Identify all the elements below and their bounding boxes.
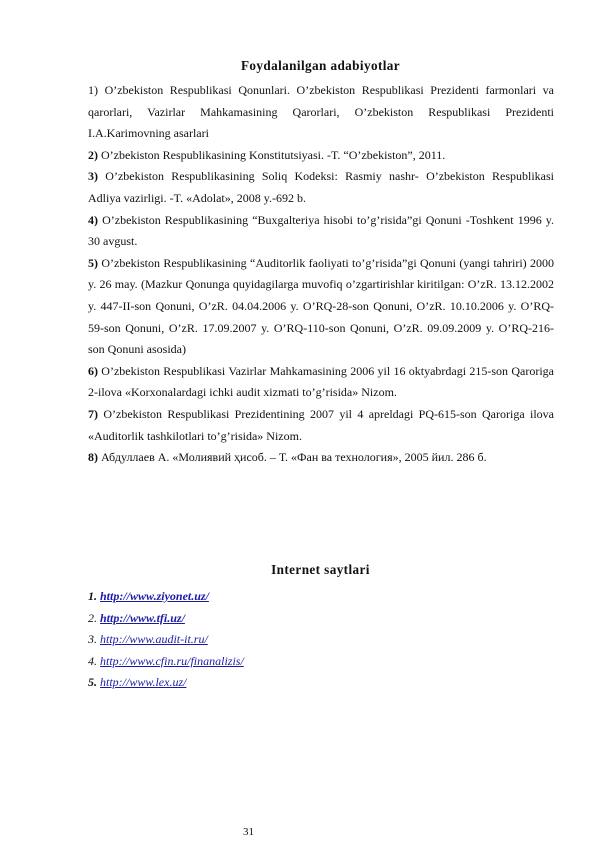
site-link[interactable]: http://www.ziyonet.uz/ xyxy=(100,589,209,603)
site-number: 2. xyxy=(88,610,97,625)
site-item xyxy=(88,608,554,630)
reference-item xyxy=(88,447,554,469)
reference-item xyxy=(88,145,554,167)
reference-text: O’zbekiston Respublikasining “Auditorlik faoliyati to’g’risida”gi Qonuni (yangi tahriri) 2000 y. 26 may. (Mazkur Qonunga quyidagilarga muvofiq o’zgartirishlar kiritilgan: O’zR. 13.12.2002 y. 447-II-son Qonuni, O’zR. 04.04.2006 y. O’RQ-28-son Qonuni, O’zR. 10.10.2006 y. O’RQ-59-son Qonuni, O’zR. 17.09.2007 y. O’RQ-110-son Qonuni, O’zR. 09.09.2009 y. O’RQ-216-son Qonuni asosida) xyxy=(88,255,554,357)
reference-text: O’zbekiston Respublikasining “Buxgalteriya hisobi to’g’risida”gi Qonuni -Toshkent 1996 y. 30 avgust. xyxy=(88,212,554,249)
reference-number: 1) xyxy=(88,83,98,97)
reference-item xyxy=(88,80,554,145)
literature-heading: Foydalanilgan adabiyotlar xyxy=(240,58,401,73)
sites-heading: Internet saytlari xyxy=(271,562,370,577)
site-link[interactable]: http://www.lex.uz/ xyxy=(100,675,187,690)
reference-item xyxy=(88,210,554,253)
reference-text: O’zbekiston Respublikasining Soliq Kodeksi: Rasmiy nashr- O’zbekiston Respublikasi Adliya vazirligi. -T. «Adolat», 2008 y.-692 b. xyxy=(88,169,555,205)
site-number: 5. xyxy=(88,675,97,690)
reference-text: O’zbekiston Respublikasi Prezidentining 2007 yil 4 apreldagi PQ-615-son Qaroriga ilova «Auditorlik tashkilotlari to’g’risida» Nizom. xyxy=(88,406,554,443)
site-number: 4. xyxy=(88,653,97,668)
site-item xyxy=(88,586,554,608)
reference-number: 3) xyxy=(88,169,98,184)
references-list xyxy=(88,80,554,469)
page-number: 31 xyxy=(243,826,254,838)
reference-number: 4) xyxy=(88,212,98,227)
reference-number: 7) xyxy=(88,406,98,421)
reference-item xyxy=(88,253,554,361)
reference-text: O’zbekiston Respublikasi Vazirlar Mahkamasining 2006 yil 16 oktyabrdagi 215-son Qaroriga 2-ilova «Korxonalardagi ichki audit xizmati to’g’risida» Nizom. xyxy=(88,363,554,400)
site-number: 1. xyxy=(88,589,97,603)
reference-text: Абдуллаев А. «Молиявий ҳисоб. – Т. «Фан ва технология», 2005 йил. 286 б. xyxy=(101,450,487,465)
reference-item xyxy=(88,404,554,447)
reference-text: O’zbekiston Respublikasi Qonunlari. O’zbekiston Respublikasi Prezidenti farmonlari va qarorlari, Vazirlar Mahkamasining Qarorlari, O’zbekiston Respublikasi Prezidenti I.A.Karimovning asarlari xyxy=(88,83,555,141)
reference-item xyxy=(88,361,554,404)
reference-item xyxy=(88,166,554,209)
reference-number: 2) xyxy=(88,147,98,162)
site-link[interactable]: http://www.tfi.uz/ xyxy=(100,610,185,625)
site-item xyxy=(88,672,554,694)
site-item xyxy=(88,651,554,673)
reference-number: 5) xyxy=(88,255,98,270)
reference-text: O’zbekiston Respublikasining Konstitutsiyasi. -T. “O’zbekiston”, 2011. xyxy=(101,147,446,162)
reference-number: 6) xyxy=(88,363,98,378)
sites-list xyxy=(88,586,554,694)
site-link[interactable]: http://www.audit-it.ru/ xyxy=(100,632,208,647)
site-link[interactable]: http://www.cfin.ru/finanalizis/ xyxy=(100,653,244,668)
reference-number: 8) xyxy=(88,450,98,465)
site-item xyxy=(88,629,554,651)
site-number: 3. xyxy=(88,632,97,647)
